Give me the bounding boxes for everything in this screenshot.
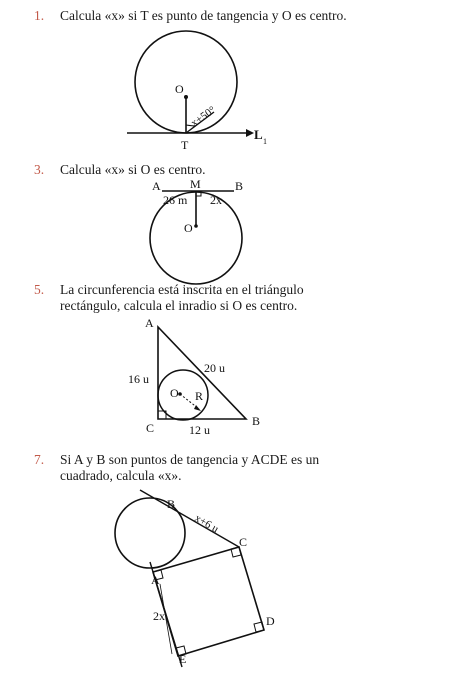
point-a-label: A	[151, 573, 160, 587]
point-b-label: B	[167, 497, 176, 511]
point-c-label: C	[239, 535, 248, 549]
problem-statement: Si A y B son puntos de tangencia y ACDE es un cuadrado, calcula «x».	[60, 452, 320, 483]
line-subscript: 1	[263, 137, 267, 146]
tangent-point-label: T	[181, 138, 189, 152]
problem-number: 1.	[34, 8, 45, 23]
problem-number: 7.	[34, 452, 45, 467]
segment-bc-label: x+6 u	[192, 512, 221, 536]
point-e-label: E	[179, 652, 187, 666]
problem-statement: Calcula «x» si O es centro.	[60, 162, 206, 177]
side-ab-label: 20 u	[204, 361, 225, 375]
problem-statement: La circunferencia está inscrita en el triángulo rectángulo, calcula el inradio si O es centro.	[60, 282, 304, 313]
problem-statement: Calcula «x» si T es punto de tangencia y O es centro.	[60, 8, 347, 23]
chord-circle-diagram	[0, 150, 474, 290]
side-cb-label: 12 u	[189, 423, 210, 437]
center-label: O	[170, 386, 179, 400]
point-m-label: M	[190, 177, 201, 191]
point-c-label: C	[146, 421, 155, 435]
segment-ae-label: 2x	[153, 609, 165, 623]
tangent-circle-diagram	[0, 0, 474, 160]
right-segment-label: 2x	[210, 193, 222, 207]
tangent-square-diagram	[0, 480, 474, 690]
center-label: O	[175, 82, 184, 96]
point-a-label: A	[152, 179, 161, 193]
radius-label: R	[195, 389, 204, 403]
point-d-label: D	[266, 614, 275, 628]
point-b-label: B	[235, 179, 244, 193]
inscribed-triangle-diagram	[0, 315, 474, 445]
angle-label: x+50°	[188, 104, 218, 130]
problem-number: 3.	[34, 162, 45, 177]
left-segment-label: 26 m	[163, 193, 188, 207]
center-label: O	[184, 221, 193, 235]
point-b-label: B	[252, 414, 261, 428]
problem-number: 5.	[34, 282, 45, 297]
point-a-label: A	[145, 316, 154, 330]
line-label: L	[254, 127, 263, 142]
side-ac-label: 16 u	[128, 372, 149, 386]
